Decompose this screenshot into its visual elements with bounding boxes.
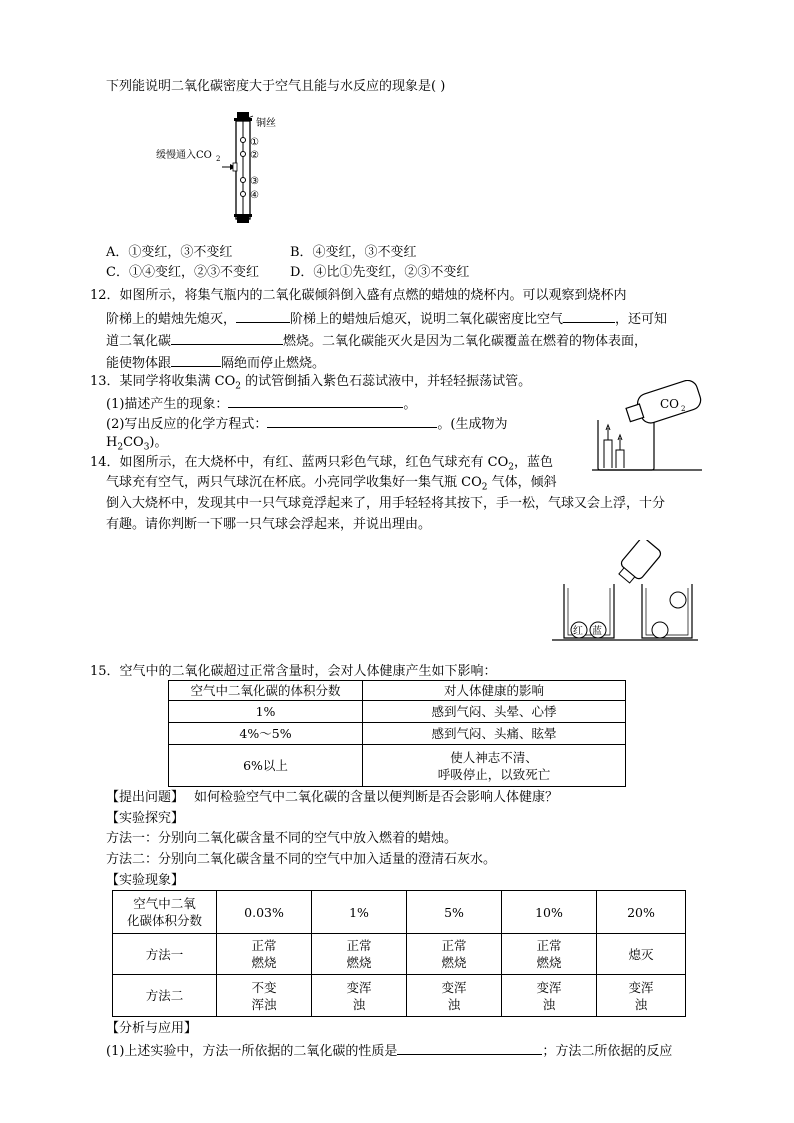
inlet-label: 缓慢通入CO (156, 150, 212, 161)
table1-header: 空气中二氧化碳的体积分数 (169, 681, 363, 701)
balloon-red: 红 (573, 626, 583, 637)
q12-line1: 12．如图所示，将集气瓶内的二氧化碳倾斜倒入盛有点燃的蜡烛的烧杯内。可以观察到烧杯内 (90, 288, 627, 303)
table2-cell: 变浑 浊 (597, 975, 686, 1017)
experiment-table (112, 890, 686, 1017)
mark-2: ② (250, 150, 259, 161)
q12-line4: 能使物体跟 隔绝而停止燃烧。 (106, 353, 325, 373)
q14-line4: 有趣。请你判断一下哪一只气球会浮起来，并说出理由。 (106, 517, 432, 532)
answer-blank[interactable] (267, 414, 437, 428)
q13-line3: (2)写出反应的化学方程式： 。(生成物为 (106, 414, 508, 434)
table2-cell: 变浑 浊 (407, 975, 502, 1017)
table2-col: 5% (407, 891, 502, 934)
q11-figure (150, 110, 300, 230)
table2-col: 10% (502, 891, 597, 934)
table1-cell: 感到气闷、头晕、心悸 (363, 701, 626, 723)
option-c: C．①④变红，②③不变红 (106, 265, 259, 280)
table1-header: 对人体健康的影响 (363, 681, 626, 701)
q14-figure (550, 540, 700, 645)
q14-line1: 14．如图所示，在大烧杯中，有红、蓝两只彩色气球，红色气球充有 $CO_2$，蓝色 (90, 455, 554, 473)
explore-label: 【实验探究】 (106, 811, 185, 826)
answer-blank[interactable] (171, 353, 221, 367)
answer-blank[interactable] (563, 309, 615, 323)
balloon-blue: 蓝 (592, 626, 602, 637)
answer-blank[interactable] (397, 1041, 542, 1055)
phenomenon-label: 【实验现象】 (106, 873, 185, 888)
q13-line4: $H_2CO_3$)。 (106, 435, 168, 453)
table2-col: 1% (312, 891, 407, 934)
table2-cell: 正常 燃烧 (407, 934, 502, 975)
q13-line1: 13．某同学将收集满 $CO_2$ 的试管倒插入紫色石蕊试液中，并轻轻振荡试管。 (90, 374, 532, 392)
option-d: D．④比①先变红，②③不变红 (290, 265, 470, 280)
table1-cell: 1% (169, 701, 363, 723)
q14-line2: 气球充有空气，两只气球沉在杯底。小亮同学收集好一集气瓶 $CO_2$ 气体，倾斜 (106, 475, 557, 493)
table2-cell: 不变 浑浊 (217, 975, 312, 1017)
table1-cell: 感到气闷、头痛、眩晕 (363, 723, 626, 745)
answer-blank[interactable] (236, 309, 290, 323)
table2-cell: 熄灭 (597, 934, 686, 975)
q14-line3: 倒入大烧杯中，发现其中一只气球竟浮起来了，用手轻轻将其按下，手一松，气球又会上浮，十分 (106, 496, 666, 511)
method-2: 方法二：分别向二氧化碳含量不同的空气中加入适量的澄清石灰水。 (106, 852, 497, 867)
health-effect-table (168, 680, 626, 787)
answer-blank[interactable] (171, 331, 283, 345)
co2-bottle-label: CO (660, 397, 680, 411)
q15-intro: 15．空气中的二氧化碳超过正常含量时，会对人体健康产生如下影响： (90, 664, 497, 679)
table2-cell: 正常 燃烧 (312, 934, 407, 975)
method-1: 方法一：分别向二氧化碳含量不同的空气中放入燃着的蜡烛。 (106, 831, 458, 846)
mark-3: ③ (250, 176, 259, 187)
table2-header: 空气中二氧 化碳体积分数 (113, 891, 217, 934)
table2-cell: 变浑 浊 (312, 975, 407, 1017)
svg-text:2: 2 (681, 405, 686, 413)
mark-4: ④ (250, 190, 259, 201)
table1-cell: 6%以上 (169, 745, 363, 787)
q12-line3: 道二氧化碳 燃烧。二氧化碳能灭火是因为二氧化碳覆盖在燃着的物体表面， (106, 331, 647, 351)
q13-figure (590, 380, 710, 475)
table1-cell: 使人神志不清、 呼吸停止，以致死亡 (363, 745, 626, 787)
table2-col: 0.03% (217, 891, 312, 934)
answer-blank[interactable] (228, 394, 403, 408)
q11-stem: 下列能说明二氧化碳密度大于空气且能与水反应的现象是( ) (106, 79, 446, 94)
mark-1: ① (250, 137, 259, 148)
copper-wire-label: 铜丝 (256, 118, 276, 129)
q13-line2: (1)描述产生的现象： 。 (106, 394, 416, 414)
table2-col: 20% (597, 891, 686, 934)
analysis-line1: (1)上述实验中，方法一所依据的二氧化碳的性质是 ；方法二所依据的反应 (106, 1041, 672, 1061)
table2-row-label: 方法一 (113, 934, 217, 975)
option-b: B．④变红，③不变红 (290, 245, 417, 260)
table2-cell: 正常 燃烧 (502, 934, 597, 975)
option-a: A．①变红，③不变红 (106, 245, 233, 260)
table2-cell: 变浑 浊 (502, 975, 597, 1017)
q12-line2: 阶梯上的蜡烛先熄灭， 阶梯上的蜡烛后熄灭，说明二氧化碳密度比空气 ，还可知 (106, 309, 667, 329)
table1-cell: 4%～5% (169, 723, 363, 745)
table2-cell: 正常 燃烧 (217, 934, 312, 975)
svg-text:2: 2 (216, 155, 221, 163)
analysis-label: 【分析与应用】 (106, 1021, 198, 1036)
table2-row-label: 方法二 (113, 975, 217, 1017)
ask-question: 【提出问题】 如何检验空气中二氧化碳的含量以便判断是否会影响人体健康？ (106, 790, 559, 805)
